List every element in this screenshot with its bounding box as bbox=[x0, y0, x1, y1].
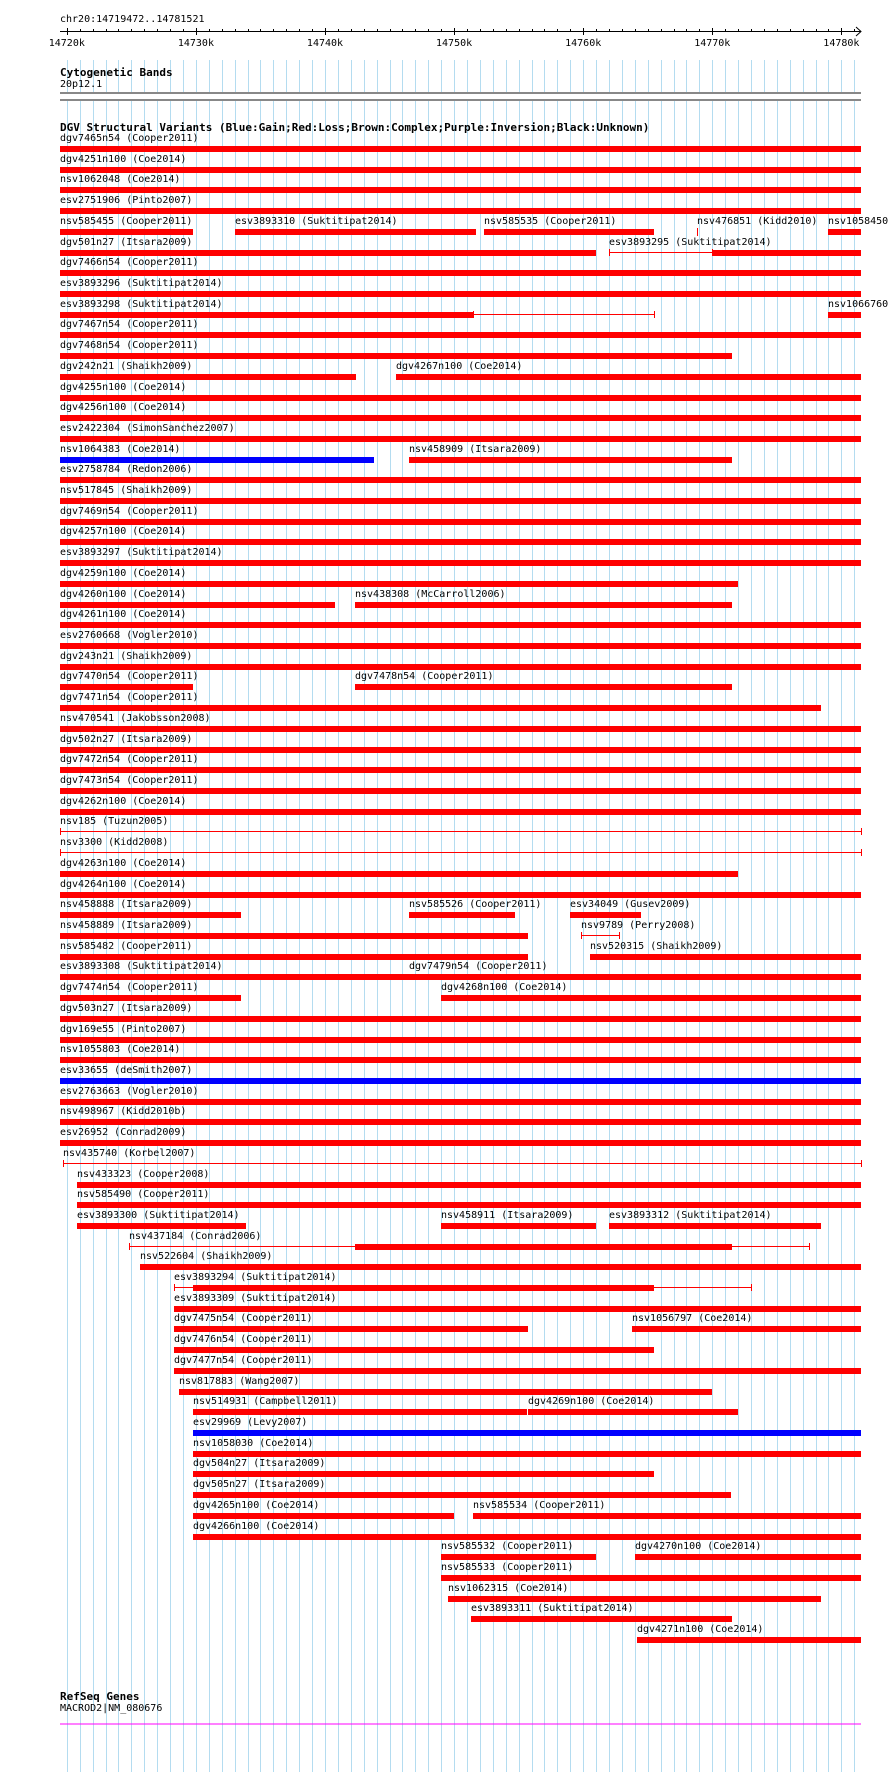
variant-bar-loss[interactable] bbox=[60, 664, 861, 670]
variant-bar-loss[interactable] bbox=[396, 374, 861, 380]
variant-label[interactable]: dgv243n21 (Shaikh2009) bbox=[60, 651, 193, 662]
variant-label[interactable]: esv3893308 (Suktitipat2014) bbox=[60, 961, 223, 972]
variant-label[interactable]: esv3893297 (Suktitipat2014) bbox=[60, 547, 223, 558]
variant-thin-line[interactable] bbox=[609, 252, 712, 253]
variant-bar-loss[interactable] bbox=[441, 1223, 596, 1229]
variant-label[interactable]: dgv7470n54 (Cooper2011) bbox=[60, 671, 199, 682]
variant-end-cap bbox=[654, 311, 655, 318]
variant-end-cap bbox=[619, 932, 620, 939]
variant-label[interactable]: esv3893294 (Suktitipat2014) bbox=[174, 1272, 337, 1283]
variant-label[interactable]: nsv1058030 (Coe2014) bbox=[193, 1438, 314, 1449]
variant-label[interactable]: dgv4268n100 (Coe2014) bbox=[441, 982, 568, 993]
variant-end-cap bbox=[174, 1284, 175, 1291]
variant-bar-loss[interactable] bbox=[193, 1513, 454, 1519]
variant-label[interactable]: nsv585534 (Cooper2011) bbox=[473, 1500, 606, 1511]
variant-bar-loss[interactable] bbox=[60, 270, 861, 276]
variant-label[interactable]: nsv1062048 (Coe2014) bbox=[60, 174, 181, 185]
variant-label[interactable]: dgv7472n54 (Cooper2011) bbox=[60, 754, 199, 765]
variant-bar-loss[interactable] bbox=[193, 1534, 861, 1540]
variant-end-cap bbox=[60, 828, 61, 835]
variant-thin-line[interactable] bbox=[63, 1163, 861, 1164]
variant-bar-loss[interactable] bbox=[60, 1016, 861, 1022]
variant-label[interactable]: dgv7469n54 (Cooper2011) bbox=[60, 506, 199, 517]
variant-bar-loss[interactable] bbox=[60, 1037, 861, 1043]
variant-bar-loss[interactable] bbox=[77, 1182, 861, 1188]
variant-label[interactable]: nsv517845 (Shaikh2009) bbox=[60, 485, 193, 496]
variant-label[interactable]: nsv458909 (Itsara2009) bbox=[409, 444, 542, 455]
variant-bar-gain[interactable] bbox=[60, 1078, 861, 1084]
variant-bar-loss[interactable] bbox=[60, 581, 738, 587]
variant-label[interactable]: dgv501n27 (Itsara2009) bbox=[60, 237, 193, 248]
variant-label[interactable]: esv2760668 (Vogler2010) bbox=[60, 630, 199, 641]
variant-label[interactable]: nsv585482 (Cooper2011) bbox=[60, 941, 193, 952]
variant-thin-line[interactable] bbox=[60, 852, 861, 853]
variant-end-cap bbox=[861, 1160, 862, 1167]
variant-label[interactable]: esv3893310 (Suktitipat2014) bbox=[235, 216, 398, 227]
variant-label[interactable]: dgv4263n100 (Coe2014) bbox=[60, 858, 187, 869]
variant-label[interactable]: nsv1056797 (Coe2014) bbox=[632, 1313, 753, 1324]
variant-bar-loss[interactable] bbox=[179, 1389, 712, 1395]
variant-label[interactable]: nsv3300 (Kidd2008) bbox=[60, 837, 169, 848]
cytoband-label: 20p12.1 bbox=[60, 79, 103, 90]
variant-bar-loss[interactable] bbox=[60, 312, 473, 318]
variant-bar-loss[interactable] bbox=[60, 519, 861, 525]
variant-bar-loss[interactable] bbox=[174, 1347, 654, 1353]
variant-end-cap bbox=[809, 1243, 810, 1250]
variant-bar-loss[interactable] bbox=[609, 1223, 821, 1229]
variant-bar-loss[interactable] bbox=[60, 332, 861, 338]
variant-label[interactable]: nsv1066760 bbox=[828, 299, 889, 310]
ruler-tick-label: 14720k bbox=[48, 38, 85, 49]
variant-bar-loss[interactable] bbox=[60, 477, 861, 483]
variant-bar-loss[interactable] bbox=[60, 353, 732, 359]
variant-label[interactable]: dgv4260n100 (Coe2014) bbox=[60, 589, 187, 600]
variant-end-cap bbox=[609, 249, 610, 256]
variant-label[interactable]: nsv1064383 (Coe2014) bbox=[60, 444, 181, 455]
variant-bar-loss[interactable] bbox=[77, 1223, 246, 1229]
variant-label[interactable]: dgv4255n100 (Coe2014) bbox=[60, 382, 187, 393]
variant-label[interactable]: nsv458888 (Itsara2009) bbox=[60, 899, 193, 910]
variant-bar-loss[interactable] bbox=[60, 539, 861, 545]
variant-label[interactable]: dgv4257n100 (Coe2014) bbox=[60, 526, 187, 537]
variant-bar-loss[interactable] bbox=[60, 933, 528, 939]
variant-label[interactable]: nsv522604 (Shaikh2009) bbox=[140, 1251, 273, 1262]
variant-bar-loss[interactable] bbox=[448, 1596, 821, 1602]
variant-label[interactable]: esv3893309 (Suktitipat2014) bbox=[174, 1293, 337, 1304]
variant-bar-loss[interactable] bbox=[60, 809, 861, 815]
variant-end-cap bbox=[751, 1284, 752, 1291]
variant-label[interactable]: dgv7465n54 (Cooper2011) bbox=[60, 133, 199, 144]
variant-label[interactable]: nsv9789 (Perry2008) bbox=[581, 920, 696, 931]
variant-bar-loss[interactable] bbox=[60, 395, 861, 401]
variant-label[interactable]: dgv7476n54 (Cooper2011) bbox=[174, 1334, 313, 1345]
variant-label[interactable]: esv3893312 (Suktitipat2014) bbox=[609, 1210, 772, 1221]
variant-bar-loss[interactable] bbox=[193, 1409, 527, 1415]
variant-label[interactable]: nsv1062315 (Coe2014) bbox=[448, 1583, 569, 1594]
variant-bar-loss[interactable] bbox=[60, 602, 335, 608]
variant-bar-loss[interactable] bbox=[60, 871, 738, 877]
variant-label[interactable]: dgv4261n100 (Coe2014) bbox=[60, 609, 187, 620]
variant-label[interactable]: nsv585533 (Cooper2011) bbox=[441, 1562, 574, 1573]
variant-bar-loss[interactable] bbox=[441, 1575, 861, 1581]
variant-bar-loss[interactable] bbox=[60, 622, 861, 628]
locus-label: chr20:14719472..14781521 bbox=[60, 14, 205, 25]
variant-label[interactable]: dgv7466n54 (Cooper2011) bbox=[60, 257, 199, 268]
variant-label[interactable]: dgv7478n54 (Cooper2011) bbox=[355, 671, 494, 682]
variant-label[interactable]: esv2751906 (Pinto2007) bbox=[60, 195, 193, 206]
variant-bar-loss[interactable] bbox=[528, 1409, 738, 1415]
variant-thin-line[interactable] bbox=[473, 314, 654, 315]
variant-bar-loss[interactable] bbox=[409, 912, 515, 918]
variant-bar-loss[interactable] bbox=[193, 1471, 654, 1477]
variant-label[interactable]: dgv4271n100 (Coe2014) bbox=[637, 1624, 764, 1635]
variant-bar-loss[interactable] bbox=[60, 146, 861, 152]
variant-bar-loss[interactable] bbox=[590, 954, 861, 960]
variant-label[interactable]: nsv185 (Tuzun2005) bbox=[60, 816, 169, 827]
dgv-track-title: DGV Structural Variants (Blue:Gain;Red:Loss;Brown:Complex;Purple:Inversion;Black:Unknown) bbox=[60, 121, 650, 134]
variant-bar-loss[interactable] bbox=[60, 726, 861, 732]
variant-label[interactable]: nsv1058450 bbox=[828, 216, 889, 227]
variant-label[interactable]: nsv458911 (Itsara2009) bbox=[441, 1210, 574, 1221]
variant-bar-loss[interactable] bbox=[828, 229, 861, 235]
variant-label[interactable]: nsv1055803 (Coe2014) bbox=[60, 1044, 181, 1055]
variant-label[interactable]: dgv7477n54 (Cooper2011) bbox=[174, 1355, 313, 1366]
variant-bar-loss[interactable] bbox=[60, 1099, 861, 1105]
variant-bar-gain[interactable] bbox=[60, 457, 374, 463]
variant-label[interactable]: nsv498967 (Kidd2010b) bbox=[60, 1106, 187, 1117]
variant-end-cap bbox=[861, 828, 862, 835]
ruler-tick-label: 14780k bbox=[823, 38, 860, 49]
variant-label[interactable]: nsv476851 (Kidd2010) bbox=[697, 216, 818, 227]
variant-bar-loss[interactable] bbox=[60, 995, 241, 1001]
variant-label[interactable]: nsv585490 (Cooper2011) bbox=[77, 1189, 210, 1200]
variant-bar-loss[interactable] bbox=[60, 643, 861, 649]
variant-label[interactable]: nsv585526 (Cooper2011) bbox=[409, 899, 542, 910]
variant-bar-loss[interactable] bbox=[60, 167, 861, 173]
variant-bar-loss[interactable] bbox=[140, 1264, 861, 1270]
variant-bar-loss[interactable] bbox=[828, 312, 861, 318]
variant-bar-loss[interactable] bbox=[60, 747, 861, 753]
cytogenetic-bands-title: Cytogenetic Bands bbox=[60, 66, 173, 79]
variant-bar-loss[interactable] bbox=[174, 1306, 861, 1312]
variant-label[interactable]: nsv470541 (Jakobsson2008) bbox=[60, 713, 211, 724]
variant-label[interactable]: esv26952 (Conrad2009) bbox=[60, 1127, 187, 1138]
variant-bar-loss[interactable] bbox=[60, 436, 861, 442]
variant-bar-loss[interactable] bbox=[235, 229, 476, 235]
ruler-tick-label: 14770k bbox=[694, 38, 731, 49]
variant-bar-loss[interactable] bbox=[60, 767, 861, 773]
variant-bar-loss[interactable] bbox=[635, 1554, 861, 1560]
variant-label[interactable]: esv2422304 (SimonSanchez2007) bbox=[60, 423, 235, 434]
variant-label[interactable]: dgv4270n100 (Coe2014) bbox=[635, 1541, 762, 1552]
variant-bar-loss[interactable] bbox=[60, 250, 596, 256]
variant-label[interactable]: esv3893296 (Suktitipat2014) bbox=[60, 278, 223, 289]
variant-bar-loss[interactable] bbox=[355, 1244, 732, 1250]
variant-label[interactable]: esv2763663 (Vogler2010) bbox=[60, 1086, 199, 1097]
variant-bar-loss[interactable] bbox=[441, 1554, 596, 1560]
variant-bar-loss[interactable] bbox=[60, 684, 193, 690]
variant-label[interactable]: dgv4267n100 (Coe2014) bbox=[396, 361, 523, 372]
variant-bar-loss[interactable] bbox=[60, 788, 861, 794]
variant-bar-loss[interactable] bbox=[409, 457, 732, 463]
variant-bar-loss[interactable] bbox=[632, 1326, 861, 1332]
variant-label[interactable]: dgv503n27 (Itsara2009) bbox=[60, 1003, 193, 1014]
variant-bar-loss[interactable] bbox=[60, 498, 861, 504]
variant-label[interactable]: esv3893311 (Suktitipat2014) bbox=[471, 1603, 634, 1614]
variant-bar-loss[interactable] bbox=[193, 1451, 861, 1457]
variant-bar-loss[interactable] bbox=[355, 684, 732, 690]
variant-bar-loss[interactable] bbox=[60, 705, 821, 711]
variant-label[interactable]: dgv4265n100 (Coe2014) bbox=[193, 1500, 320, 1511]
variant-label[interactable]: nsv585455 (Cooper2011) bbox=[60, 216, 193, 227]
variant-label[interactable]: nsv438308 (McCarroll2006) bbox=[355, 589, 506, 600]
variant-bar-loss[interactable] bbox=[60, 892, 861, 898]
variant-label[interactable]: dgv4251n100 (Coe2014) bbox=[60, 154, 187, 165]
variant-label[interactable]: dgv7467n54 (Cooper2011) bbox=[60, 319, 199, 330]
variant-bar-loss[interactable] bbox=[60, 912, 241, 918]
variant-label[interactable]: esv34049 (Gusev2009) bbox=[570, 899, 691, 910]
variant-label[interactable]: nsv585535 (Cooper2011) bbox=[484, 216, 617, 227]
variant-label[interactable]: dgv4256n100 (Coe2014) bbox=[60, 402, 187, 413]
variant-end-cap bbox=[581, 932, 582, 939]
variant-label[interactable]: dgv7473n54 (Cooper2011) bbox=[60, 775, 199, 786]
variant-label[interactable]: dgv4264n100 (Coe2014) bbox=[60, 879, 187, 890]
variant-bar-loss[interactable] bbox=[60, 374, 356, 380]
variant-label[interactable]: dgv7479n54 (Cooper2011) bbox=[409, 961, 548, 972]
variant-bar-loss[interactable] bbox=[174, 1368, 861, 1374]
variant-bar-loss[interactable] bbox=[60, 291, 861, 297]
refseq-track-title: RefSeq Genes bbox=[60, 1690, 140, 1703]
variant-bar-loss[interactable] bbox=[60, 1119, 861, 1125]
variant-bar-loss[interactable] bbox=[441, 995, 861, 1001]
variant-label[interactable]: dgv4269n100 (Coe2014) bbox=[528, 1396, 655, 1407]
variant-label[interactable]: nsv433323 (Cooper2008) bbox=[77, 1169, 210, 1180]
variant-label[interactable]: dgv242n21 (Shaikh2009) bbox=[60, 361, 193, 372]
variant-bar-loss[interactable] bbox=[60, 1057, 861, 1063]
variant-label[interactable]: nsv435740 (Korbel2007) bbox=[63, 1148, 196, 1159]
variant-thin-line[interactable] bbox=[60, 831, 861, 832]
variant-end-cap bbox=[60, 849, 61, 856]
variant-label[interactable]: nsv458889 (Itsara2009) bbox=[60, 920, 193, 931]
variant-bar-loss[interactable] bbox=[60, 1140, 861, 1146]
variant-bar-loss[interactable] bbox=[60, 954, 528, 960]
variant-label[interactable]: nsv817883 (Wang2007) bbox=[179, 1376, 300, 1387]
variant-bar-loss[interactable] bbox=[60, 187, 861, 193]
variant-bar-loss[interactable] bbox=[60, 560, 861, 566]
variant-bar-gain[interactable] bbox=[193, 1430, 861, 1436]
variant-label[interactable]: dgv169e55 (Pinto2007) bbox=[60, 1024, 187, 1035]
variant-label[interactable]: dgv504n27 (Itsara2009) bbox=[193, 1458, 326, 1469]
variant-label[interactable]: nsv437184 (Conrad2006) bbox=[129, 1231, 262, 1242]
variant-end-cap bbox=[473, 311, 474, 318]
variant-label[interactable]: esv3893300 (Suktitipat2014) bbox=[77, 1210, 240, 1221]
variant-end-cap bbox=[129, 1243, 130, 1250]
variant-bar[interactable] bbox=[697, 228, 698, 236]
variant-end-cap bbox=[63, 1160, 64, 1167]
ruler-tick-label: 14740k bbox=[306, 38, 344, 49]
variant-label[interactable]: dgv7474n54 (Cooper2011) bbox=[60, 982, 199, 993]
variant-bar-loss[interactable] bbox=[174, 1326, 528, 1332]
variant-label[interactable]: dgv7471n54 (Cooper2011) bbox=[60, 692, 199, 703]
refseq-gene-label: MACROD2|NM_080676 bbox=[60, 1703, 163, 1714]
variant-thin-line[interactable] bbox=[581, 935, 620, 936]
variant-bar-loss[interactable] bbox=[484, 229, 654, 235]
variant-bar-loss[interactable] bbox=[570, 912, 641, 918]
variant-bar-loss[interactable] bbox=[77, 1202, 861, 1208]
variant-label[interactable]: dgv7475n54 (Cooper2011) bbox=[174, 1313, 313, 1324]
variant-bar-loss[interactable] bbox=[712, 250, 861, 256]
variant-label[interactable]: dgv505n27 (Itsara2009) bbox=[193, 1479, 326, 1490]
variant-bar-loss[interactable] bbox=[60, 229, 193, 235]
refseq-gene-line[interactable] bbox=[0, 1710, 890, 1730]
variant-label[interactable]: dgv4259n100 (Coe2014) bbox=[60, 568, 187, 579]
ruler-tick-label: 14750k bbox=[436, 38, 473, 49]
variant-label[interactable]: dgv502n27 (Itsara2009) bbox=[60, 734, 193, 745]
variant-bar-loss[interactable] bbox=[355, 602, 732, 608]
variant-bar-loss[interactable] bbox=[60, 208, 861, 214]
variant-bar-loss[interactable] bbox=[473, 1513, 861, 1519]
variant-bar-loss[interactable] bbox=[471, 1616, 732, 1622]
variant-label[interactable]: nsv520315 (Shaikh2009) bbox=[590, 941, 723, 952]
variant-bar-loss[interactable] bbox=[60, 415, 861, 421]
variant-label[interactable]: esv3893298 (Suktitipat2014) bbox=[60, 299, 223, 310]
variant-label[interactable]: nsv514931 (Campbell2011) bbox=[193, 1396, 338, 1407]
variant-label[interactable]: esv2758784 (Redon2006) bbox=[60, 464, 193, 475]
variant-label[interactable]: dgv7468n54 (Cooper2011) bbox=[60, 340, 199, 351]
variant-label[interactable]: dgv4266n100 (Coe2014) bbox=[193, 1521, 320, 1532]
variant-bar-loss[interactable] bbox=[637, 1637, 861, 1643]
ruler-tick-label: 14730k bbox=[177, 38, 214, 49]
variant-label[interactable]: nsv585532 (Cooper2011) bbox=[441, 1541, 574, 1552]
variant-label[interactable]: esv29969 (Levy2007) bbox=[193, 1417, 308, 1428]
variant-label[interactable]: dgv4262n100 (Coe2014) bbox=[60, 796, 187, 807]
variant-bar-loss[interactable] bbox=[193, 1285, 654, 1291]
variant-bar-loss[interactable] bbox=[193, 1492, 731, 1498]
variant-end-cap bbox=[861, 849, 862, 856]
variant-label[interactable]: esv33655 (deSmith2007) bbox=[60, 1065, 193, 1076]
variant-label[interactable]: esv3893295 (Suktitipat2014) bbox=[609, 237, 772, 248]
variant-bar-loss[interactable] bbox=[409, 974, 861, 980]
ruler-tick-label: 14760k bbox=[565, 38, 602, 49]
